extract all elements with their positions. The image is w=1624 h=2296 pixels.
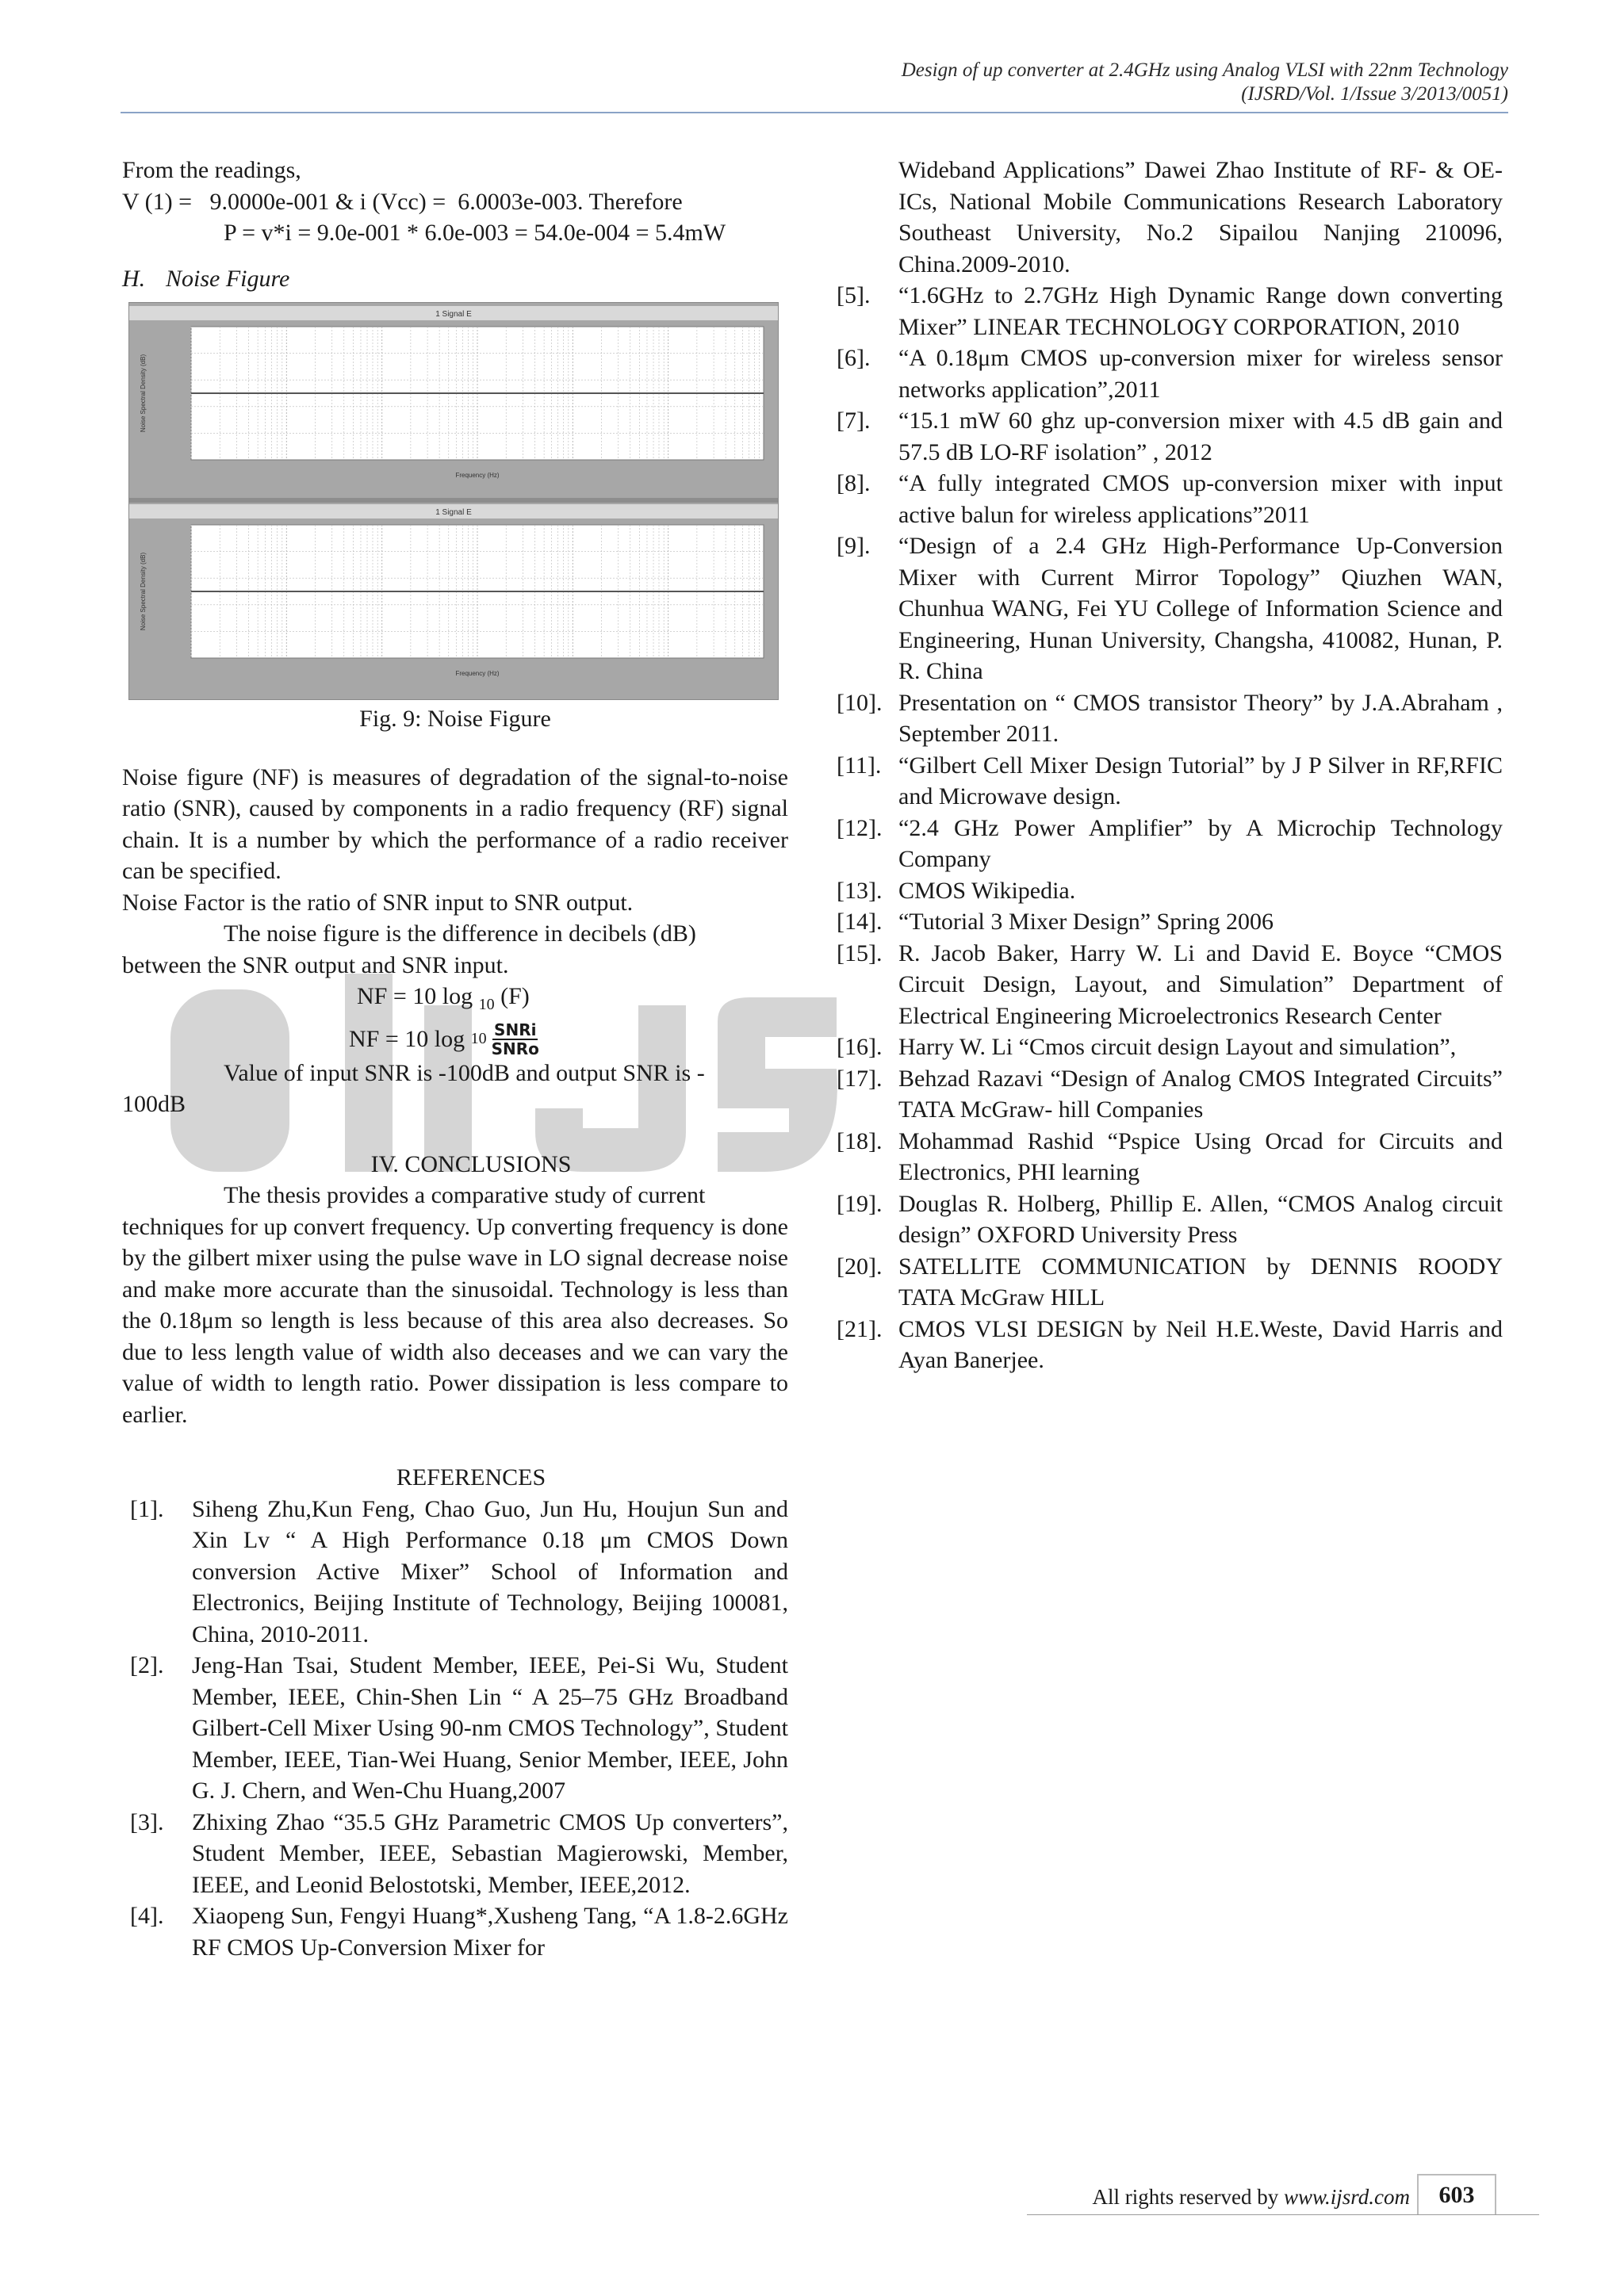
footer-rights bbox=[1093, 2185, 1410, 2210]
reference-text: CMOS Wikipedia. bbox=[898, 877, 1076, 904]
reference-text: R. Jacob Baker, Harry W. Li and David E. Boyce “CMOS Circuit Design, Layout, and Simulation” Department of Electrical Engineering Microelectronics Research Center bbox=[898, 939, 1503, 1029]
left-column bbox=[122, 155, 788, 1963]
power-equation: P = v*i = 9.0e-001 * 6.0e-003 = 54.0e-004 = 5.4mW bbox=[224, 220, 726, 246]
reference-text: Xiaopeng Sun, Fengyi Huang*,Xusheng Tang, “A 1.8-2.6GHz RF CMOS Up-Conversion Mixer for bbox=[192, 1903, 788, 1961]
header-journal: (IJSRD/Vol. 1/Issue 3/2013/0051) bbox=[1241, 83, 1508, 105]
figure-caption: Fig. 9: Noise Figure bbox=[359, 706, 551, 732]
reference-number: [4]. bbox=[130, 1903, 164, 1929]
section-heading-conclusions: IV. CONCLUSIONS bbox=[370, 1150, 572, 1177]
reference-number: [18]. bbox=[837, 1127, 883, 1154]
reference-text: SATELLITE COMMUNICATION by DENNIS ROODY TATA McGraw HILL bbox=[898, 1253, 1503, 1311]
reference-item bbox=[122, 1494, 788, 1651]
y-axis-label: Noise Spectral Density (dB) bbox=[140, 354, 147, 433]
reference-item bbox=[837, 1031, 1503, 1063]
reference-number: [3]. bbox=[130, 1808, 164, 1835]
reference-4-continuation: Wideband Applications” Dawei Zhao Institute of RF- & OE-ICs, National Mobile Communications Research Laboratory Southeast University, No.2 Sipailou Nanjing 210096, China.2009-2010. bbox=[898, 157, 1503, 277]
reference-number: [21]. bbox=[837, 1315, 883, 1342]
formula2-prefix: NF = 10 log bbox=[349, 1025, 465, 1052]
reference-number: [15]. bbox=[837, 939, 883, 966]
conclusions-first-line: The thesis provides a comparative study of current bbox=[224, 1182, 706, 1208]
reference-list-left bbox=[122, 1494, 788, 1964]
reference-text: Zhixing Zhao “35.5 GHz Parametric CMOS Up converters”, Student Member, IEEE, Sebastian Magierowski, Member, IEEE, and Leonid Belostotski, Member, IEEE,2012. bbox=[192, 1808, 788, 1898]
subsection-title: Noise Figure bbox=[166, 265, 290, 292]
reference-item bbox=[837, 875, 1503, 907]
reference-item bbox=[837, 750, 1503, 813]
noise-figure-paragraph: Noise figure (NF) is measures of degradation of the signal-to-noise ratio (SNR), caused by components in a radio frequency (RF) signal chain. It is a number by which the performance of a radio receiver can be specified. bbox=[122, 763, 788, 884]
panel-title: 1 Signal E bbox=[435, 310, 472, 319]
formula1-prefix: NF = 10 log bbox=[357, 983, 473, 1009]
reference-item bbox=[837, 1126, 1503, 1188]
reference-text: “Gilbert Cell Mixer Design Tutorial” by J P Silver in RF,RFIC and Microwave design. bbox=[898, 752, 1503, 809]
reference-text: Jeng-Han Tsai, Student Member, IEEE, Pei-Si Wu, Student Member, IEEE, Chin-Shen Lin “ A 25–75 GHz Broadband Gilbert-Cell Mixer Using 90-nm CMOS Technology”, Student Member, IEEE, Tian-Wei Huang, Senior Member, IEEE, John G. J. Chern, and Wen-Chu Huang,2007 bbox=[192, 1652, 788, 1804]
reference-item bbox=[837, 906, 1503, 938]
fraction-numerator: SNRi bbox=[494, 1020, 537, 1039]
snr-fraction bbox=[492, 1021, 539, 1058]
footer-rights-text: All rights reserved by bbox=[1092, 2185, 1284, 2209]
readings-line: V (1) = 9.0000e-001 & i (Vcc) = 6.0003e-003. Therefore bbox=[122, 188, 683, 215]
footer-site-link[interactable]: www.ijsrd.com bbox=[1283, 2185, 1410, 2209]
right-column bbox=[837, 155, 1503, 1376]
noise-factor-line: Noise Factor is the ratio of SNR input to SNR output. bbox=[122, 889, 634, 916]
reference-item bbox=[122, 1900, 788, 1963]
x-axis-label: Frequency (Hz) bbox=[455, 670, 500, 677]
reference-item bbox=[837, 1251, 1503, 1314]
page-number: 603 bbox=[1417, 2174, 1496, 2215]
reference-text: Harry W. Li “Cmos circuit design Layout and simulation”, bbox=[898, 1034, 1457, 1060]
reference-number: [20]. bbox=[837, 1253, 883, 1280]
header-divider bbox=[121, 112, 1508, 113]
noise-figure-diff-line-2: between the SNR output and SNR input. bbox=[122, 951, 509, 978]
reference-text: “1.6GHz to 2.7GHz High Dynamic Range down converting Mixer” LINEAR TECHNOLOGY CORPORATION, 2010 bbox=[898, 282, 1503, 340]
snr-value-line-2: 100dB bbox=[122, 1091, 186, 1117]
reference-number: [5]. bbox=[837, 282, 871, 308]
reference-text: Siheng Zhu,Kun Feng, Chao Guo, Jun Hu, Houjun Sun and Xin Lv “ A High Performance 0.18 μm CMOS Down conversion Active Mixer” School of Information and Electronics, Beijing Institute of Technology, Beijing 100081, China, 2010-2011. bbox=[192, 1495, 788, 1647]
reference-number: [2]. bbox=[130, 1652, 164, 1678]
reference-item bbox=[837, 468, 1503, 530]
subsection-heading-noise-figure bbox=[122, 263, 788, 295]
reference-number: [11]. bbox=[837, 752, 882, 779]
reference-text: “A 0.18μm CMOS up-conversion mixer for wireless sensor networks application”,2011 bbox=[898, 345, 1503, 403]
footer-divider bbox=[1027, 2214, 1539, 2215]
y-axis-label: Noise Spectral Density (dB) bbox=[140, 552, 147, 631]
reference-text: “2.4 GHz Power Amplifier” by A Microchip Technology Company bbox=[898, 814, 1503, 872]
conclusions-paragraph: techniques for up convert frequency. Up converting frequency is done by the gilbert mixer using the pulse wave in LO signal decrease noise and make more accurate than the sinusoidal. Technology is less than the 0.18μm so length is less because of this area also decreases. So due to less length value of width also deceases and we can vary the value of width to length ratio. Power dissipation is less compare to earlier. bbox=[122, 1213, 788, 1428]
reference-item bbox=[837, 687, 1503, 750]
reference-item bbox=[122, 1807, 788, 1901]
reference-text: Behzad Razavi “Design of Analog CMOS Integrated Circuits” TATA McGraw- hill Companies bbox=[898, 1065, 1503, 1123]
reference-number: [10]. bbox=[837, 689, 883, 716]
noise-figure-svg bbox=[129, 303, 778, 699]
reference-item bbox=[837, 1314, 1503, 1376]
panel-divider bbox=[129, 498, 778, 503]
reference-number: [1]. bbox=[130, 1495, 164, 1522]
reference-item bbox=[837, 342, 1503, 405]
reference-number: [16]. bbox=[837, 1034, 883, 1060]
readings-intro: From the readings, bbox=[122, 157, 301, 183]
section-heading-references: REFERENCES bbox=[396, 1464, 546, 1490]
reference-text: “15.1 mW 60 ghz up-conversion mixer with 4.5 dB gain and 57.5 dB LO-RF isolation” , 2012 bbox=[898, 408, 1503, 465]
snr-value-line: Value of input SNR is -100dB and output SNR is - bbox=[224, 1059, 705, 1086]
reference-text: Douglas R. Holberg, Phillip E. Allen, “CMOS Analog circuit design” OXFORD University Press bbox=[898, 1190, 1503, 1248]
reference-item bbox=[837, 1188, 1503, 1251]
formula2-subscript: 10 bbox=[470, 1029, 487, 1047]
reference-item bbox=[122, 1650, 788, 1807]
reference-list-right bbox=[837, 280, 1503, 1376]
noise-figure-plot bbox=[128, 302, 779, 700]
reference-text: “A fully integrated CMOS up-conversion mixer with input active balun for wireless applications”2011 bbox=[898, 470, 1503, 528]
reference-text: Mohammad Rashid “Pspice Using Orcad for Circuits and Electronics, PHI learning bbox=[898, 1127, 1503, 1185]
formula-nf-snr bbox=[122, 1021, 788, 1058]
reference-text: “Design of a 2.4 GHz High-Performance Up-Conversion Mixer with Current Mirror Topology” Qiuzhen WAN, Chunhua WANG, Fei YU College of Information Science and Engineering, Hunan University, Changsha, 410082, Hunan, P. R. China bbox=[898, 533, 1503, 684]
reference-text: Presentation on “ CMOS transistor Theory” by J.A.Abraham , September 2011. bbox=[898, 689, 1503, 747]
x-axis-label: Frequency (Hz) bbox=[455, 472, 500, 479]
reference-number: [7]. bbox=[837, 408, 871, 434]
reference-number: [17]. bbox=[837, 1065, 883, 1092]
reference-item bbox=[837, 280, 1503, 342]
fraction-denominator: SNRo bbox=[491, 1039, 539, 1058]
reference-number: [14]. bbox=[837, 909, 883, 935]
formula1-subscript: 10 bbox=[478, 996, 495, 1013]
noise-figure-diff-line: The noise figure is the difference in decibels (dB) bbox=[224, 920, 696, 947]
reference-item bbox=[837, 1063, 1503, 1126]
reference-text: CMOS VLSI DESIGN by Neil H.E.Weste, David Harris and Ayan Banerjee. bbox=[898, 1315, 1503, 1373]
reference-number: [9]. bbox=[837, 533, 871, 559]
reference-text: “Tutorial 3 Mixer Design” Spring 2006 bbox=[898, 909, 1274, 935]
reference-number: [19]. bbox=[837, 1190, 883, 1217]
reference-number: [8]. bbox=[837, 470, 871, 496]
formula-nf-log bbox=[122, 981, 788, 1021]
subsection-number: H. bbox=[122, 265, 146, 292]
formula1-suffix: (F) bbox=[494, 983, 530, 1009]
reference-item bbox=[837, 938, 1503, 1032]
reference-number: [13]. bbox=[837, 877, 883, 904]
header-title: Design of up converter at 2.4GHz using Analog VLSI with 22nm Technology bbox=[901, 59, 1508, 81]
reference-item bbox=[837, 813, 1503, 875]
reference-item bbox=[837, 405, 1503, 468]
reference-number: [12]. bbox=[837, 814, 883, 841]
reference-item bbox=[837, 530, 1503, 687]
running-header bbox=[902, 59, 1508, 106]
panel-title: 1 Signal E bbox=[435, 508, 472, 517]
reference-number: [6]. bbox=[837, 345, 871, 371]
